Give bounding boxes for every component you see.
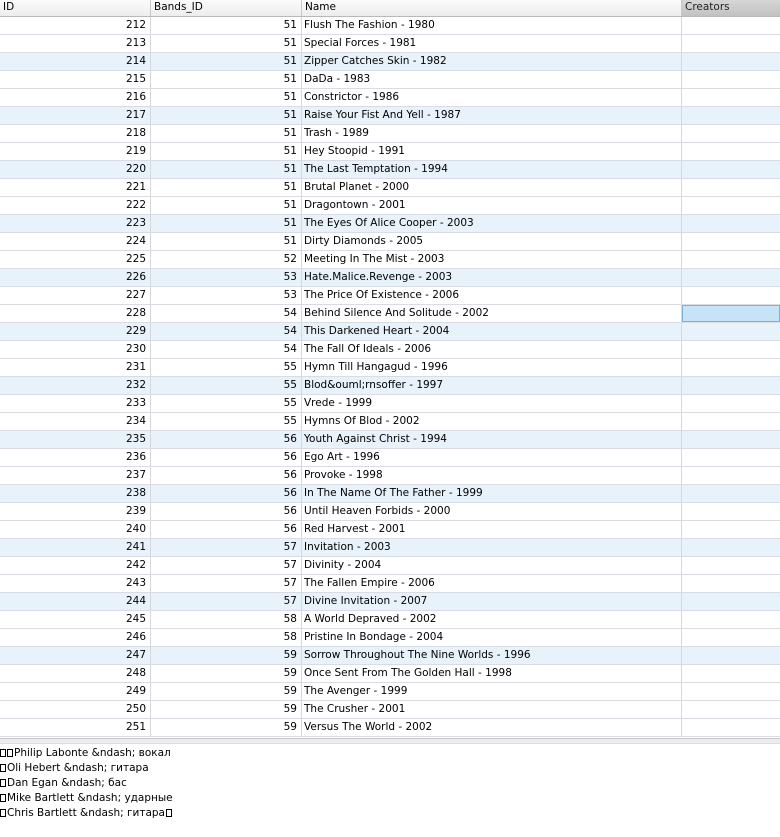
cell-name[interactable]: Provoke - 1998 (302, 467, 682, 484)
cell-name[interactable]: Hate.Malice.Revenge - 2003 (302, 269, 682, 286)
table-row[interactable] (0, 485, 780, 503)
cell-id[interactable]: 232 (0, 377, 151, 394)
cell-id[interactable]: 246 (0, 629, 151, 646)
cell-id[interactable]: 239 (0, 503, 151, 520)
cell-creators[interactable] (682, 359, 780, 376)
cell-name[interactable]: Divine Invitation - 2007 (302, 593, 682, 610)
cell-name[interactable]: Versus The World - 2002 (302, 719, 682, 736)
cell-name[interactable]: A World Depraved - 2002 (302, 611, 682, 628)
table-row[interactable] (0, 287, 780, 305)
cell-bands-id[interactable]: 51 (151, 35, 302, 52)
cell-creators[interactable] (682, 611, 780, 628)
cell-bands-id[interactable]: 51 (151, 143, 302, 160)
table-row[interactable] (0, 413, 780, 431)
cell-name[interactable]: Youth Against Christ - 1994 (302, 431, 682, 448)
table-row[interactable] (0, 107, 780, 125)
cell-name[interactable]: Ego Art - 1996 (302, 449, 682, 466)
cell-creators[interactable] (682, 53, 780, 70)
table-row[interactable] (0, 719, 780, 737)
cell-bands-id[interactable]: 54 (151, 341, 302, 358)
cell-creators[interactable] (682, 719, 780, 736)
cell-creators[interactable] (682, 665, 780, 682)
cell-id[interactable]: 238 (0, 485, 151, 502)
table-row[interactable] (0, 17, 780, 35)
cell-bands-id[interactable]: 57 (151, 557, 302, 574)
cell-creators[interactable] (682, 305, 780, 322)
table-row[interactable] (0, 305, 780, 323)
table-row[interactable] (0, 539, 780, 557)
cell-name[interactable]: Pristine In Bondage - 2004 (302, 629, 682, 646)
cell-bands-id[interactable]: 59 (151, 647, 302, 664)
cell-bands-id[interactable]: 55 (151, 359, 302, 376)
table-row[interactable] (0, 377, 780, 395)
cell-name[interactable]: Special Forces - 1981 (302, 35, 682, 52)
cell-name[interactable]: Until Heaven Forbids - 2000 (302, 503, 682, 520)
cell-bands-id[interactable]: 58 (151, 611, 302, 628)
cell-bands-id[interactable]: 56 (151, 503, 302, 520)
cell-creators[interactable] (682, 89, 780, 106)
cell-bands-id[interactable]: 51 (151, 125, 302, 142)
cell-id[interactable]: 250 (0, 701, 151, 718)
splitter[interactable] (0, 738, 780, 744)
cell-name[interactable]: The Eyes Of Alice Cooper - 2003 (302, 215, 682, 232)
cell-id[interactable]: 213 (0, 35, 151, 52)
cell-creators[interactable] (682, 503, 780, 520)
table-row[interactable] (0, 701, 780, 719)
cell-bands-id[interactable]: 58 (151, 629, 302, 646)
cell-bands-id[interactable]: 59 (151, 701, 302, 718)
table-row[interactable] (0, 593, 780, 611)
cell-creators[interactable] (682, 251, 780, 268)
cell-creators[interactable] (682, 521, 780, 538)
missing-glyph-box-icon (0, 749, 6, 757)
missing-glyph-box-icon (0, 779, 6, 787)
cell-id[interactable]: 228 (0, 305, 151, 322)
cell-bands-id[interactable]: 56 (151, 467, 302, 484)
table-row[interactable] (0, 647, 780, 665)
cell-bands-id[interactable]: 59 (151, 683, 302, 700)
cell-creators[interactable] (682, 35, 780, 52)
table-row[interactable] (0, 359, 780, 377)
table-row[interactable] (0, 233, 780, 251)
column-header-creators[interactable]: Creators (682, 0, 780, 16)
grid-body (0, 17, 780, 737)
cell-creators[interactable] (682, 647, 780, 664)
cell-name[interactable]: Zipper Catches Skin - 1982 (302, 53, 682, 70)
table-row[interactable] (0, 521, 780, 539)
cell-bands-id[interactable]: 51 (151, 179, 302, 196)
cell-bands-id[interactable]: 52 (151, 251, 302, 268)
cell-id[interactable]: 242 (0, 557, 151, 574)
cell-id[interactable]: 214 (0, 53, 151, 70)
cell-creators[interactable] (682, 71, 780, 88)
table-row[interactable] (0, 629, 780, 647)
cell-bands-id[interactable]: 51 (151, 53, 302, 70)
cell-id[interactable]: 215 (0, 71, 151, 88)
cell-id[interactable]: 233 (0, 395, 151, 412)
cell-id[interactable]: 223 (0, 215, 151, 232)
table-row[interactable] (0, 53, 780, 71)
cell-creators[interactable] (682, 467, 780, 484)
table-row[interactable] (0, 431, 780, 449)
cell-id[interactable]: 218 (0, 125, 151, 142)
table-row[interactable] (0, 143, 780, 161)
cell-bands-id[interactable]: 56 (151, 521, 302, 538)
table-row[interactable] (0, 557, 780, 575)
table-row[interactable] (0, 503, 780, 521)
cell-creators[interactable] (682, 593, 780, 610)
cell-name[interactable]: Brutal Planet - 2000 (302, 179, 682, 196)
table-row[interactable] (0, 251, 780, 269)
table-row[interactable] (0, 665, 780, 683)
cell-creators[interactable] (682, 197, 780, 214)
cell-creators[interactable] (682, 431, 780, 448)
cell-id[interactable]: 221 (0, 179, 151, 196)
missing-glyph-box-icon (0, 764, 6, 772)
cell-bands-id[interactable]: 56 (151, 485, 302, 502)
cell-creators[interactable] (682, 341, 780, 358)
cell-bands-id[interactable]: 56 (151, 449, 302, 466)
cell-name[interactable]: Invitation - 2003 (302, 539, 682, 556)
cell-creators[interactable] (682, 269, 780, 286)
cell-bands-id[interactable]: 54 (151, 323, 302, 340)
memo-line (0, 746, 780, 761)
grid-header (0, 0, 780, 17)
cell-id[interactable]: 236 (0, 449, 151, 466)
cell-creators[interactable] (682, 323, 780, 340)
cell-id[interactable]: 217 (0, 107, 151, 124)
cell-creators[interactable] (682, 17, 780, 34)
cell-name[interactable]: Constrictor - 1986 (302, 89, 682, 106)
cell-id[interactable]: 222 (0, 197, 151, 214)
cell-id[interactable]: 231 (0, 359, 151, 376)
table-row[interactable] (0, 269, 780, 287)
cell-id[interactable]: 225 (0, 251, 151, 268)
cell-creators[interactable] (682, 557, 780, 574)
cell-name[interactable]: The Crusher - 2001 (302, 701, 682, 718)
cell-name[interactable]: Raise Your Fist And Yell - 1987 (302, 107, 682, 124)
cell-id[interactable]: 227 (0, 287, 151, 304)
cell-name[interactable]: Hymn Till Hangagud - 1996 (302, 359, 682, 376)
memo-line-text: Mike Bartlett &ndash; ударные (7, 792, 173, 804)
cell-name[interactable]: The Price Of Existence - 2006 (302, 287, 682, 304)
cell-bands-id[interactable]: 57 (151, 539, 302, 556)
cell-bands-id[interactable]: 51 (151, 107, 302, 124)
cell-bands-id[interactable]: 55 (151, 377, 302, 394)
cell-id[interactable]: 212 (0, 17, 151, 34)
cell-name[interactable]: Once Sent From The Golden Hall - 1998 (302, 665, 682, 682)
cell-creators[interactable] (682, 485, 780, 502)
table-row[interactable] (0, 89, 780, 107)
cell-creators[interactable] (682, 125, 780, 142)
cell-name[interactable]: This Darkened Heart - 2004 (302, 323, 682, 340)
memo-line (0, 791, 780, 806)
missing-glyph-box-icon (0, 809, 6, 817)
cell-name[interactable]: Trash - 1989 (302, 125, 682, 142)
cell-id[interactable]: 247 (0, 647, 151, 664)
cell-bands-id[interactable]: 57 (151, 575, 302, 592)
cell-name[interactable]: Vrede - 1999 (302, 395, 682, 412)
cell-bands-id[interactable]: 54 (151, 305, 302, 322)
cell-creators[interactable] (682, 575, 780, 592)
cell-creators[interactable] (682, 449, 780, 466)
table-row[interactable] (0, 197, 780, 215)
cell-id[interactable]: 220 (0, 161, 151, 178)
cell-id[interactable]: 235 (0, 431, 151, 448)
cell-name[interactable]: Hymns Of Blod - 2002 (302, 413, 682, 430)
cell-bands-id[interactable]: 51 (151, 161, 302, 178)
cell-id[interactable]: 216 (0, 89, 151, 106)
cell-creators[interactable] (682, 179, 780, 196)
cell-name[interactable]: Flush The Fashion - 1980 (302, 17, 682, 34)
cell-bands-id[interactable]: 51 (151, 17, 302, 34)
cell-bands-id[interactable]: 55 (151, 395, 302, 412)
cell-id[interactable]: 237 (0, 467, 151, 484)
missing-glyph-box-icon (166, 809, 172, 817)
cell-creators[interactable] (682, 377, 780, 394)
cell-id[interactable]: 230 (0, 341, 151, 358)
cell-bands-id[interactable]: 51 (151, 197, 302, 214)
cell-name[interactable]: Blod&ouml;rnsoffer - 1997 (302, 377, 682, 394)
table-row[interactable] (0, 683, 780, 701)
cell-id[interactable]: 219 (0, 143, 151, 160)
cell-creators[interactable] (682, 413, 780, 430)
table-row[interactable] (0, 467, 780, 485)
cell-name[interactable]: The Avenger - 1999 (302, 683, 682, 700)
table-row[interactable] (0, 341, 780, 359)
cell-bands-id[interactable]: 59 (151, 719, 302, 736)
memo-line (0, 761, 780, 776)
table-row[interactable] (0, 575, 780, 593)
cell-name[interactable]: In The Name Of The Father - 1999 (302, 485, 682, 502)
cell-name[interactable]: The Fall Of Ideals - 2006 (302, 341, 682, 358)
cell-creators[interactable] (682, 215, 780, 232)
memo-line-text: Chris Bartlett &ndash; гитара (7, 807, 165, 819)
cell-creators[interactable] (682, 701, 780, 718)
cell-bands-id[interactable]: 56 (151, 431, 302, 448)
table-row[interactable] (0, 395, 780, 413)
cell-name[interactable]: Behind Silence And Solitude - 2002 (302, 305, 682, 322)
cell-creators[interactable] (682, 233, 780, 250)
cell-bands-id[interactable]: 55 (151, 413, 302, 430)
missing-glyph-box-icon (7, 749, 13, 757)
cell-name[interactable]: Red Harvest - 2001 (302, 521, 682, 538)
missing-glyph-box-icon (0, 794, 6, 802)
cell-bands-id[interactable]: 51 (151, 215, 302, 232)
table-row[interactable] (0, 125, 780, 143)
cell-bands-id[interactable]: 57 (151, 593, 302, 610)
column-header-name[interactable]: Name (302, 0, 682, 16)
cell-id[interactable]: 245 (0, 611, 151, 628)
table-row[interactable] (0, 215, 780, 233)
cell-creators[interactable] (682, 683, 780, 700)
cell-id[interactable]: 248 (0, 665, 151, 682)
cell-creators[interactable] (682, 539, 780, 556)
table-row[interactable] (0, 449, 780, 467)
cell-name[interactable]: Divinity - 2004 (302, 557, 682, 574)
cell-id[interactable]: 229 (0, 323, 151, 340)
cell-id[interactable]: 249 (0, 683, 151, 700)
cell-bands-id[interactable]: 51 (151, 233, 302, 250)
column-header-id[interactable]: ID (0, 0, 151, 16)
cell-id[interactable]: 224 (0, 233, 151, 250)
memo-line-text: Philip Labonte &ndash; вокал (14, 747, 171, 759)
cell-bands-id[interactable]: 51 (151, 71, 302, 88)
cell-id[interactable]: 241 (0, 539, 151, 556)
cell-id[interactable]: 244 (0, 593, 151, 610)
table-row[interactable] (0, 179, 780, 197)
cell-name[interactable]: Meeting In The Mist - 2003 (302, 251, 682, 268)
cell-name[interactable]: Sorrow Throughout The Nine Worlds - 1996 (302, 647, 682, 664)
cell-name[interactable]: The Fallen Empire - 2006 (302, 575, 682, 592)
cell-creators[interactable] (682, 287, 780, 304)
cell-creators[interactable] (682, 629, 780, 646)
cell-id[interactable]: 240 (0, 521, 151, 538)
memo-line-text: Oli Hebert &ndash; гитара (7, 762, 149, 774)
table-row[interactable] (0, 71, 780, 89)
creators-memo[interactable] (0, 746, 780, 837)
cell-name[interactable]: Dirty Diamonds - 2005 (302, 233, 682, 250)
cell-name[interactable]: Dragontown - 2001 (302, 197, 682, 214)
cell-creators[interactable] (682, 395, 780, 412)
table-row[interactable] (0, 611, 780, 629)
cell-bands-id[interactable]: 59 (151, 665, 302, 682)
cell-id[interactable]: 243 (0, 575, 151, 592)
table-row[interactable] (0, 161, 780, 179)
column-header-bands-id[interactable]: Bands_ID (151, 0, 302, 16)
cell-name[interactable]: Hey Stoopid - 1991 (302, 143, 682, 160)
cell-id[interactable]: 226 (0, 269, 151, 286)
cell-name[interactable]: The Last Temptation - 1994 (302, 161, 682, 178)
memo-line (0, 806, 780, 821)
cell-bands-id[interactable]: 53 (151, 269, 302, 286)
table-row[interactable] (0, 35, 780, 53)
cell-name[interactable]: DaDa - 1983 (302, 71, 682, 88)
cell-bands-id[interactable]: 53 (151, 287, 302, 304)
cell-creators[interactable] (682, 107, 780, 124)
memo-line (0, 776, 780, 791)
cell-creators[interactable] (682, 143, 780, 160)
cell-id[interactable]: 251 (0, 719, 151, 736)
cell-id[interactable]: 234 (0, 413, 151, 430)
table-row[interactable] (0, 323, 780, 341)
memo-line-text: Dan Egan &ndash; бас (7, 777, 127, 789)
cell-creators[interactable] (682, 161, 780, 178)
cell-bands-id[interactable]: 51 (151, 89, 302, 106)
